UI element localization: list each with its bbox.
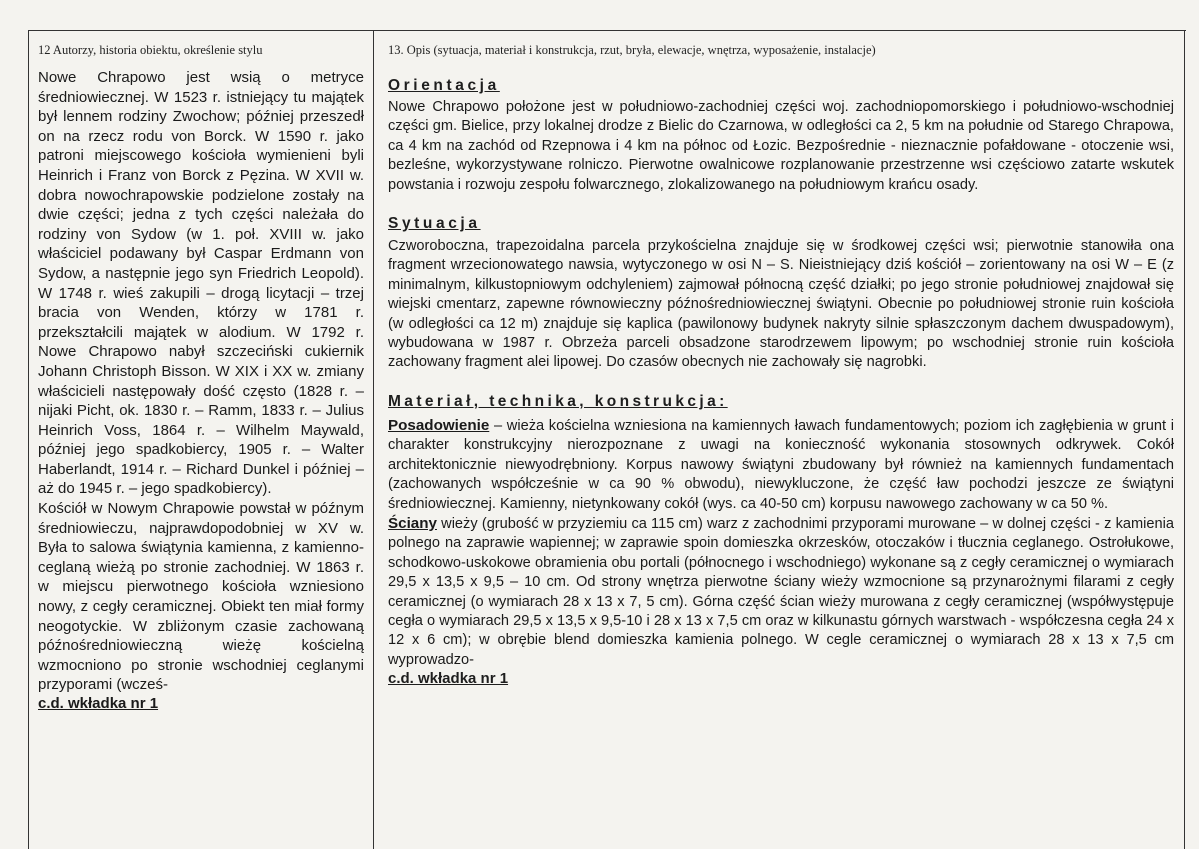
continuation-note: c.d. wkładka nr 1 bbox=[388, 670, 509, 688]
history-text bbox=[38, 68, 364, 713]
description-column bbox=[388, 40, 1174, 688]
history-column bbox=[38, 40, 364, 713]
description-column-header: 13. Opis (sytuacja, materiał i konstrukcja, rzut, bryła, elewacje, wnętrza, wyposażenie, instalacje) bbox=[388, 43, 876, 57]
column-divider bbox=[373, 30, 374, 849]
section-title: Sytuacja bbox=[388, 215, 481, 233]
frame-top-line bbox=[28, 30, 1186, 31]
section-material bbox=[388, 392, 1174, 688]
section-text bbox=[388, 416, 1174, 514]
section-text: Nowe Chrapowo położone jest w południowo-zachodniej części woj. zachodniopomorskiego i południowo-wschodniej części gm. Bielice, przy lokalnej drodze z Bielic do Czarnowa, w odległości ca 2, 5 km na południe od Starego Chrapowa, ca 4 km na zachód od Rzepnowa i 4 km na północ od Łozic. Bezpośrednie - nieznacznie pofałdowane - otoczenie wsi, bezleśne, wykorzystywane rolniczo. Pierwotne owalnicowe rozplanowanie przestrzenne wsi częściowo zatarte wskutek powstania i rozwoju zespołu folwarcznego, zlokalizowanego na południowym krańcu osady. bbox=[388, 99, 1174, 193]
history-column-header: 12 Autorzy, historia obiektu, określenie stylu bbox=[38, 43, 263, 57]
frame-right-line bbox=[1184, 30, 1185, 849]
section-sytuacja bbox=[388, 214, 1174, 373]
history-paragraph: Kościół w Nowym Chrapowie powstał w późnym średniowieczu, najprawdopodobniej w XV w. Była to salowa świątynia kamienna, z kamienno-ceglaną wieżą po stronie zachodniej. W 1863 r. w miejscu pierwotnego kościoła wzniesiono nowy, z cegły ceramicznej. Obiekt ten miał formy neogotyckie. W zbliżonym czasie zachowaną późnośredniowieczną wieżę kościelną wzmocniono po stronie wschodniej ceglanymi przyporami (wcześ- bbox=[38, 500, 364, 694]
section-title: Materiał, technika, konstrukcja: bbox=[388, 392, 728, 410]
history-paragraph: Nowe Chrapowo jest wsią o metryce średniowiecznej. W 1523 r. istniejący tu majątek był lennem rodziny Zwochow; później przeszedł on na rzecz rodu von Borck. W 1590 r. jako patroni miejscowego kościoła wymienieni byli Heinrich i Franz von Borck z Pęzina. W XVII w. dobra nowochrapowskie podzielone zostały na dwie części; jedna z tych części należała do rodziny von Sydow (w 1. poł. XVIII w. jako właściciel podawany był Caspar Erdmann von Sydow, a następnie jego syn Friedrich Leopold). W 1748 r. wieś zakupili – drogą licytacji – trzej bracia von Wenden, którzy w 1781 r. przekształcili majątek w alodium. W 1792 r. Nowe Chrapowo nabył szczeciński cukiernik Johann Christoph Bisson. W XIX i XX w. zmiany właścicieli następowały dość często (1828 r. – nijaki Picht, ok. 1830 r. – Ramm, 1833 r. – Julius Heinrich Voss, 1864 r. – Wilhelm Maywald, później jego spadkobiercy, 1905 r. – Walter Haberlandt, 1914 r. – Richard Dunkel i później – aż do 1945 r. – jego spadkobiercy). bbox=[38, 69, 364, 498]
frame-left-line bbox=[28, 30, 29, 849]
posadowienie-text: – wieża kościelna wzniesiona na kamiennych ławach fundamentowych; poziom ich zagłębienia w grunt i charakter konstrukcyjny nierozpoznane z uwagi na konieczność wykonania stosownych odkrywek. Cokół architektonicznie niewyodrębniony. Korpus nawowy świątyni zbudowany był również na kamiennych fundamentach (zachowanych współcześnie w ca 90 % obwodu), niewykluczone, że część ław pochodzi jeszcze ze świątyni średniowiecznej. Kamienny, nietynkowany cokół (wys. ca 40-50 cm) korpusu nawowego zachowany w ca 50 %. bbox=[388, 417, 1174, 512]
section-orientacja bbox=[388, 76, 1174, 195]
posadowienie-subheading: Posadowienie bbox=[388, 416, 490, 434]
section-text: Czworoboczna, trapezoidalna parcela przykościelna znajduje się w środkowej części wsi; pierwotnie stanowiła ona fragment wrzecionowatego nawsia, wytyczonego w osi N – S. Nieistniejący dziś kościół – zorientowany na osi W – E (z minimalnym, kilkustopniowym odchyleniem) zajmował północną część działki; po jego stronie południowej znajdował się wiejski cmentarz, zapewne równowieczny późnośredniowiecznej świątyni. Obecnie po południowej stronie ruin kościoła (w odległości ca 12 m) znajduje się kaplica (pawilonowy budynek nakryty silnie spłaszczonym dachem dwuspadowym), wybudowana w 1987 r. Obrzeża parceli obsadzone starodrzewem lipowym; po wschodniej stronie ruin kościoła zachowany fragment alei lipowej. Do czasów obecnych nie zachowały się nagrobki. bbox=[388, 238, 1174, 371]
section-title: Orientacja bbox=[388, 77, 500, 94]
sciany-subheading: Ściany bbox=[388, 514, 437, 532]
section-text bbox=[388, 514, 1174, 670]
continuation-note: c.d. wkładka nr 1 bbox=[38, 695, 159, 712]
sciany-text: wieży (grubość w przyziemiu ca 115 cm) warz z zachodnimi przyporami murowane – w dolnej części - z kamienia polnego na zaprawie wapiennej; w zaprawie spoin domieszka okrzesków, otoczaków i tłucznia ceglanego. Ostrołukowe, schodkowo-uskokowe obramienia obu portali (północnego i wschodniego) wykonane są z cegły ceramicznej o wymiarach 29,5 x 13,5 x 9,5 – 10 cm. Od strony wnętrza pierwotne ściany wieży wzmocnione są przynarożnymi filarami z cegły ceramicznej (o wymiarach 28 x 13 x 7, 5 cm). Górna część ścian wieży murowana z cegły ceramicznej (współwystępuje cegła o wymiarach 29,5 x 13,5 x 9,5-10 i 28 x 13 x 7,5 cm oraz w kilkunastu górnych warstwach - współczesna cegła 24 x 12 x 6 cm); w obrębie blend domieszka kamienia polnego. W cegle ceramicznej o wymiarach 28 x 13 x 7,5 cm wyprowadzo- bbox=[388, 515, 1174, 668]
